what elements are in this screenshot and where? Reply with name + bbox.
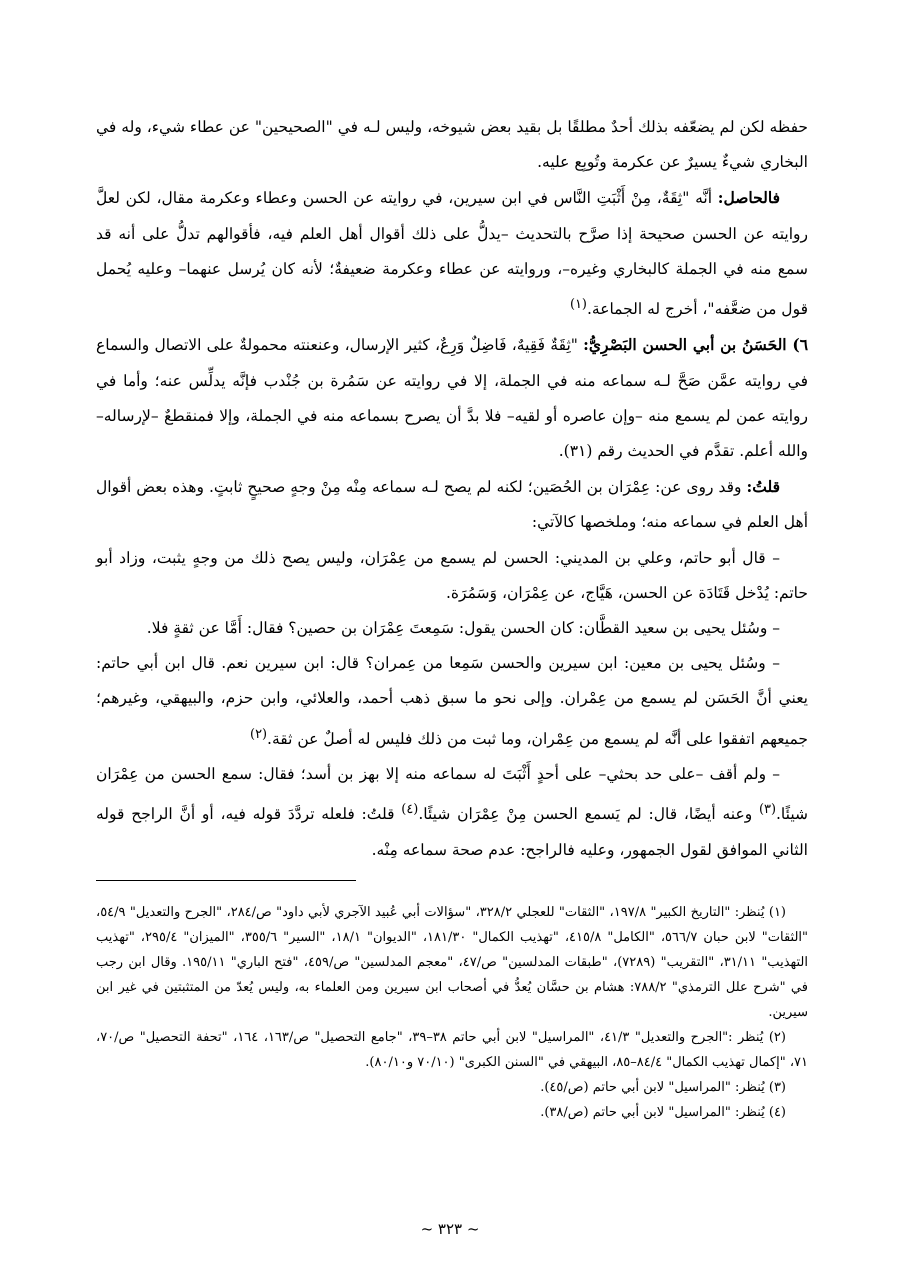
note-label: قلتُ:	[746, 477, 780, 497]
narrator-text: "ثِقَةٌ فَقِيهٌ، فَاضِلٌ وَرِعٌ، كثير الإرسال، وعنعنته محمولةٌ على الاتصال والسماع في روايته عمَّن صَحَّ لـه سماعه منه في الجملة، إلا في روايته عن سَمُرة بن جُنْدب فإنَّه يدلِّس عنه؛ وأما في روايته عمن لم يسمع منه –وإن عاصره أو لقيه– فلا بدَّ أن يصرح بسماعه منه في الجملة، وإلا فمنقطعٌ –لإرساله– والله أعلم. تقدَّم في الحديث رقم (٣١).	[96, 336, 808, 460]
bahz-text-b: وعنه أيضًا، قال: لم يَسمع الحسن مِنْ عِمْرَان شيئًا.	[418, 805, 759, 824]
paragraph-conclusion	[96, 180, 808, 327]
bahz-text-a: – ولم أقف –على حد بحثي– على أحدٍ أَثْبَتَ له سماعه منه إلا بهز بن أسد؛ فقال: سمع الحسن من عِمْرَان شيئًا.	[96, 764, 808, 824]
footnote-ref-4[interactable]: (٤)	[401, 802, 419, 818]
paragraph-ibn-maeen	[96, 646, 808, 757]
conclusion-label: فالحاصل:	[717, 188, 780, 208]
note-text: وقد روى عن: عِمْرَان بن الحُصَين؛ لكنه لم يصح لـه سماعه مِنْه مِنْ وجهٍ صحيحٍ ثابتٍ. وهذه بعض أقوال أهل العلم في سماعه منه؛ وملخصها كالآتي:	[96, 478, 808, 532]
footnote-2: (٢) يُنظر :"الجرح والتعديل" ٤١/٣، "المراسيل" لابن أبي حاتم ٣٨–٣٩، "جامع التحصيل" ص/١٦٣، ١٦٤، "تحفة التحصيل" ص/٧٠، ٧١، "إكمال تهذيب الكمال" ٨٤/٤–٨٥، البيهقي في "السنن الكبرى" (٧٠/١٠ و٨٠/١٠).	[96, 1030, 808, 1070]
paragraph-1: حفظه لكن لم يضعّفه بذلك أحدٌ مطلقًا بل بقيد بعض شيوخه، وليس لـه في "الصحيحين" عن عطاء شيء، وله في البخاري شيءٌ يسيرٌ عن عكرمة وتُوبِع عليه.	[96, 118, 808, 172]
bahz-text-c: قلتُ: فلعله تردَّدَ قوله فيه، أو أنَّ الراجح قوله الثاني الموافق لقول الجمهور، وعليه فالراجح: عدم صحة سماعه مِنْه.	[96, 805, 808, 859]
footnote-1: (١) يُنظر: "التاريخ الكبير" ١٩٧/٨، "الثقات" للعجلي ٣٢٨/٢، "سؤالات أبي عُبيد الآجري لأبي داود" ص/٢٨٤، "الجرح والتعديل" ٥٤/٩، "الثقات" لابن حبان ٥٦٦/٧، "الكامل" ٤١٥/٨، "تهذيب الكمال" ١٨١/٣٠، "الديوان" ١٨/١، "السير" ٣٥٥/٦، "الميزان" ٢٩٥/٤، "تهذيب التهذيب" ٣١/١١، "التقريب" (٧٢٨٩)، "طبقات المدلسين" ص/٤٧، "معجم المدلسين" ص/٤٥٩، "فتح الباري" ١٩٥/١١. وقال ابن رجب في "شرح علل الترمذي" ٧٨٨/٢: هشام بن حسَّان يُعدُّ في أصحاب ابن سيرين ومن العلماء به، وليس يُعدّ من المتثبتين في غير ابن سيرين.	[96, 905, 809, 1020]
narrator-heading: ٦) الحَسَنُ بن أبي الحسن البَصْرِيُّ:	[583, 335, 809, 355]
paragraph-hasan-basri	[96, 327, 808, 469]
paragraph-qattan: – وسُئل يحيى بن سعيد القطَّان: كان الحسن يقول: سَمِعتَ عِمْرَان بن حصين؟ فقال: أَمَّا عن ثقةٍ فلا.	[146, 619, 780, 637]
paragraph-note	[96, 469, 808, 540]
page-number: ~ ٣٢٣ ~	[420, 1220, 480, 1238]
footnote-ref-2[interactable]: (٢)	[250, 726, 268, 742]
footnote-ref-1[interactable]: (١)	[569, 297, 587, 313]
footnote-ref-3[interactable]: (٣)	[758, 802, 776, 818]
footnote-4: (٤) يُنظر: "المراسيل" لابن أبي حاتم (ص/٣٨).	[540, 1105, 786, 1120]
paragraph-abu-hatim: – قال أبو حاتم، وعلي بن المديني: الحسن لم يسمع من عِمْرَان، وليس يصح ذلك من وجهٍ يثبت، وزاد أبو حاتم: يُدْخل قَتَادَة عن الحسن، هَيَّاج، عن عِمْرَان، وَسَمُرَة.	[96, 548, 808, 602]
ibn-maeen-text: – وسُئل يحيى بن معين: ابن سيرين والحسن سَمِعا من عِمران؟ قال: ابن سيرين نعم. قال ابن أبي حاتم: يعني أنَّ الحَسَن لم يسمع من عِمْران. وإلى نحو ما سبق ذهب أحمد، والعلائي، وابن حزم، والبيهقي، وغيرهم؛ جميعهم اتفقوا على أنَّه لم يسمع من عِمْران، وما ثبت من ذلك فليس له أصلٌ عن ثقة.	[96, 654, 808, 748]
footnote-3: (٣) يُنظر: "المراسيل" لابن أبي حاتم (ص/٤٥).	[540, 1080, 786, 1095]
paragraph-bahz	[96, 757, 808, 868]
main-text	[96, 110, 808, 868]
footnote-divider	[96, 880, 356, 881]
conclusion-text: أنَّه "ثِقَةٌ، مِنْ أَثْبَتِ النَّاس في ابن سيرين، في روايته عن الحسن وعطاء وعكرمة مقال، لكن لعلَّ روايته عن الحسن صحيحة إذا صرَّح بالتحديث –يدلُّ على ذلك أقوال أهل العلم فيه، فأقوالهم تدلُّ على أنه قد سمع منه في الجملة كالبخاري وغيره–، وروايته عن عطاء وعكرمة ضعيفةٌ؛ لأنه كان يُرسل عنهما– وعليه يُحمل قول من ضعَّفه"، أخرج له الجماعة.	[96, 189, 808, 319]
footnotes	[96, 900, 808, 1125]
